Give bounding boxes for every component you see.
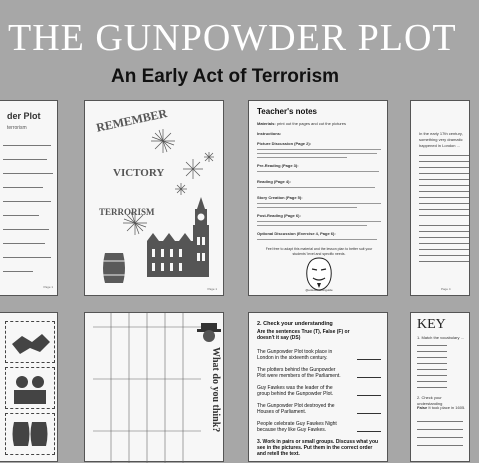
barrel-icon <box>101 251 127 285</box>
notes-materials <box>257 121 381 127</box>
key-line-2: 2. Check your understanding <box>417 395 443 406</box>
parliament-icon <box>147 197 217 281</box>
answer-line-1[interactable] <box>357 359 381 360</box>
notes-instructions-label: Instructions: <box>257 131 282 136</box>
check-heading: 2. Check your understanding <box>257 321 333 327</box>
notes-step-4: Story Creation (Page 5): <box>257 195 303 200</box>
header-subtitle: An Early Act of Terrorism <box>110 66 340 87</box>
answer-line-4[interactable] <box>357 413 381 414</box>
notes-materials-label: Materials: <box>257 121 276 126</box>
key-false-answer <box>417 405 467 411</box>
check-item-1: The Gunpowder Plot took place in London in the sixteenth century. <box>257 349 333 361</box>
notes-footer: @esleducationguide <box>305 288 333 292</box>
cover-word-victory: VICTORY <box>113 167 165 179</box>
page1-subtitle: terrorism <box>7 125 27 131</box>
answer-line-5[interactable] <box>357 431 381 432</box>
check-item-2: The plotters behind the Gunpowder Plot were members of the Parliament. <box>257 367 341 379</box>
notes-step-6: Optional Discussion (Exercise 4, Page 6): <box>257 231 336 236</box>
page-preview-grid-worksheet[interactable] <box>84 312 224 462</box>
answer-line-2[interactable] <box>357 377 381 378</box>
cover-word-terrorism: TERRORISM <box>99 207 155 217</box>
page-preview-cover[interactable] <box>84 100 224 296</box>
notes-step-5: Post-Reading (Page 6): <box>257 213 301 218</box>
notes-step-2: Pre-Reading (Page 3): <box>257 163 299 168</box>
guy-fawkes-portrait-icon <box>197 321 221 343</box>
page-preview-1[interactable] <box>0 100 58 296</box>
check-item-4: The Gunpowder Plot destroyed the Houses of Parliament. <box>257 403 335 415</box>
page-preview-check-understanding[interactable] <box>248 312 388 462</box>
check-task3: 3. Work in pairs or small groups. Discuss what you see in the pictures. Put them in the correct order and retell the text. <box>257 439 379 457</box>
check-instruction: Are the sentences True (T), False (F) or doesn't it say (DS) <box>257 329 350 341</box>
notes-step-1: Picture Discussion (Page 2): <box>257 141 312 146</box>
guy-fawkes-mask-icon <box>304 257 334 291</box>
page-preview-teachers-notes[interactable] <box>248 100 388 296</box>
cover-word-remember: REMEMBER <box>95 106 169 135</box>
reading-intro: In the early 17th century, something very dramatic happened in London ... <box>419 131 463 148</box>
check-item-3: Guy Fawkes was the leader of the group behind the Gunpowder Plot. <box>257 385 334 397</box>
key-false-label: False <box>417 405 428 410</box>
page-preview-picture-cards[interactable] <box>0 312 58 462</box>
page1-title: der Plot <box>7 111 41 121</box>
key-heading: KEY <box>417 317 446 332</box>
notes-step-3: Reading (Page 4): <box>257 179 291 184</box>
header-title: THE GUNPOWDER PLOT <box>8 17 457 59</box>
key-false-text: It took place in 1605. <box>428 405 466 410</box>
picture-card-2 <box>5 367 55 409</box>
check-item-5: People celebrate Guy Fawkes Night because they like Guy Fawkes. <box>257 421 337 433</box>
cover-page-number: Page 1 <box>207 287 217 291</box>
barrels-icon <box>6 414 54 454</box>
notes-materials-text: print out the pages and cut the pictures <box>276 121 346 126</box>
page-preview-answer-key[interactable] <box>410 312 470 462</box>
notes-heading: Teacher's notes <box>257 107 317 116</box>
answer-line-3[interactable] <box>357 395 381 396</box>
writing-grid <box>93 313 201 463</box>
page-preview-reading[interactable] <box>410 100 470 296</box>
picture-card-3 <box>5 413 55 455</box>
key-line-1: 1. Match the vocabulary ... <box>417 335 464 340</box>
grid-rotated-label: What do you think? <box>210 347 221 433</box>
page1-number: Page 1 <box>43 285 53 289</box>
notes-closing: Feel free to adapt this material and the lesson plan to better suit your students' level and specific needs. <box>265 247 373 256</box>
plotters-icon <box>6 368 54 408</box>
handshake-icon <box>6 322 54 362</box>
picture-card-1 <box>5 321 55 363</box>
reading-page-number: Page 4 <box>441 287 451 291</box>
